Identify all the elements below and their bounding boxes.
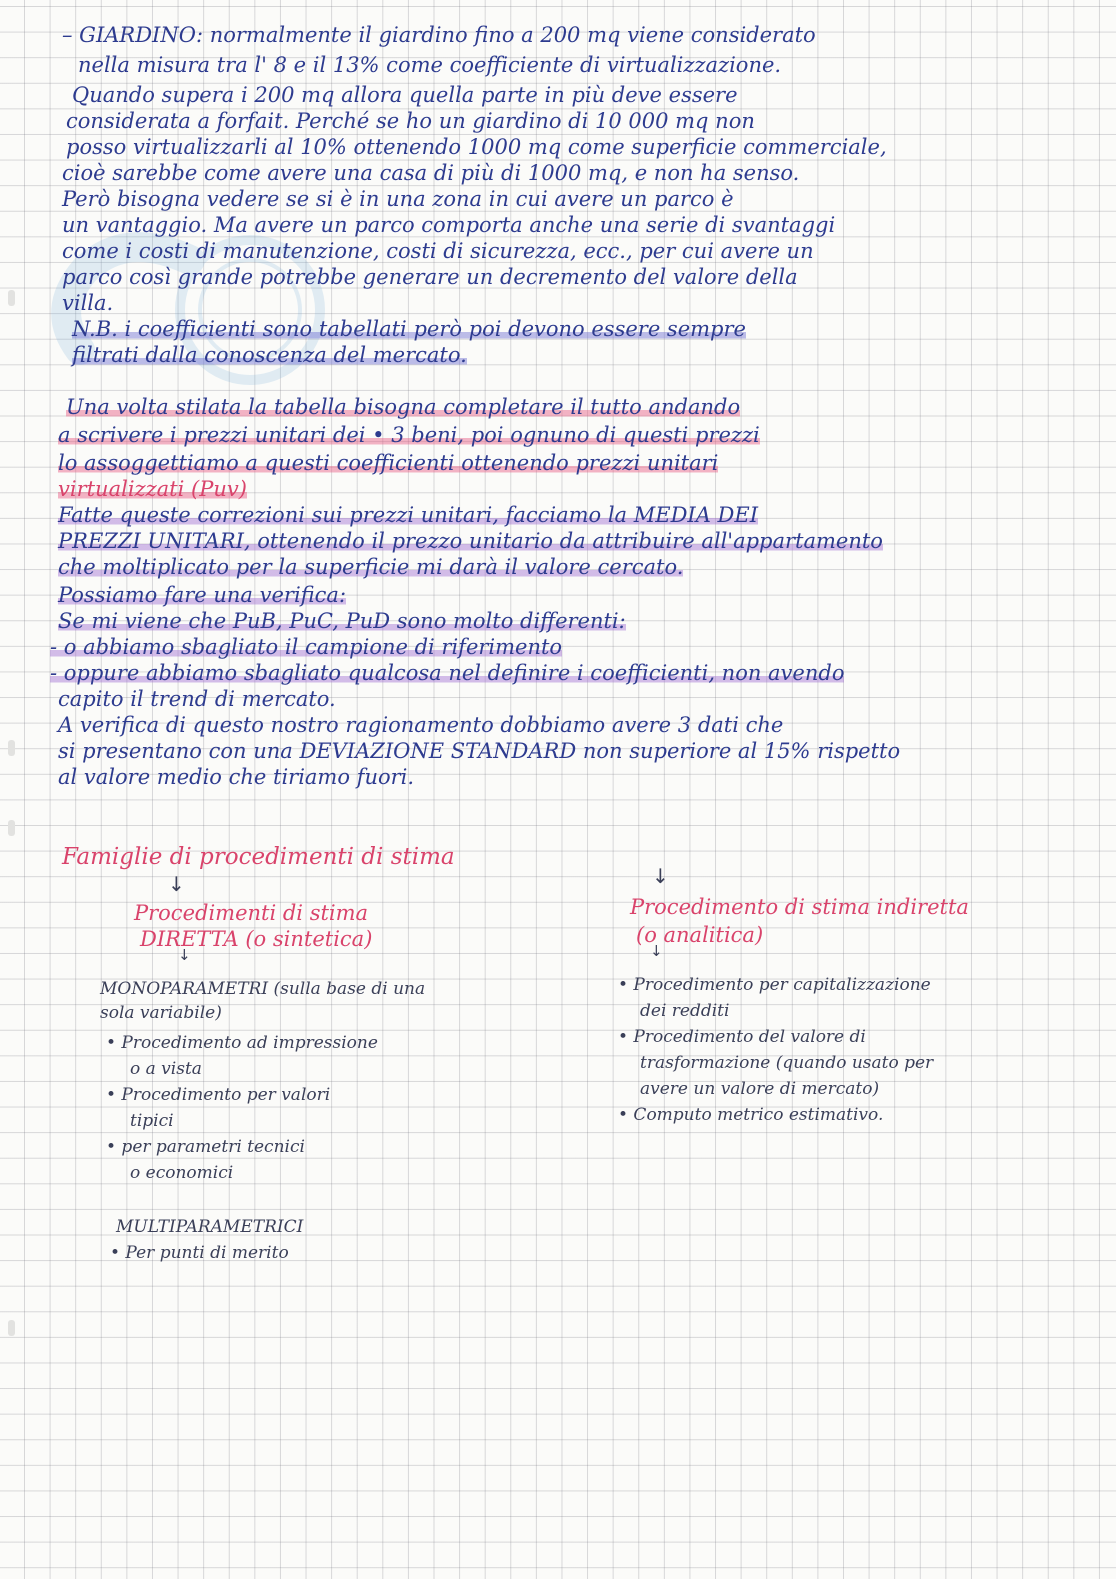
indirect-item: • Procedimento del valore di: [618, 1027, 866, 1047]
note-line-procedure: al valore medio che tiriamo fuori.: [58, 765, 415, 789]
note-line-procedure: - o abbiamo sbagliato il campione di riferimento: [50, 635, 563, 659]
note-line-garden: nella misura tra l' 8 e il 13% come coefficiente di virtualizzazione.: [78, 53, 782, 77]
direct-procedures-subtitle: DIRETTA (o sintetica): [140, 927, 373, 951]
indirect-item: trasformazione (quando usato per: [640, 1053, 934, 1073]
note-line-garden: un vantaggio. Ma avere un parco comporta anche una serie di svantaggi: [62, 213, 836, 237]
indirect-item: • Procedimento per capitalizzazione: [618, 975, 931, 995]
indirect-procedure-subtitle: (o analitica): [636, 923, 764, 947]
down-arrow-icon: ↓: [178, 946, 191, 964]
note-line-procedure: a scrivere i prezzi unitari dei • 3 beni, poi ognuno di questi prezzi: [58, 423, 760, 447]
direct-item: • per parametri tecnici: [106, 1137, 305, 1157]
direct-item: • Per punti di merito: [110, 1243, 289, 1263]
down-arrow-icon: ↓: [652, 864, 669, 888]
down-arrow-icon: ↓: [650, 942, 663, 960]
direct-item: • Procedimento per valori: [106, 1085, 331, 1105]
direct-item: o economici: [130, 1163, 234, 1183]
indirect-item: avere un valore di mercato): [640, 1079, 880, 1099]
note-line-garden: villa.: [62, 291, 114, 315]
binder-hole: [8, 290, 15, 306]
note-line-garden: come i costi di manutenzione, costi di sicurezza, ecc., per cui avere un: [62, 239, 814, 263]
monoparametric-heading: MONOPARAMETRI (sulla base di una: [100, 979, 426, 999]
note-line-garden: parco così grande potrebbe generare un decremento del valore della: [62, 265, 798, 289]
indirect-item: • Computo metrico estimativo.: [618, 1105, 884, 1125]
note-line-procedure: Se mi viene che PuB, PuC, PuD sono molto differenti:: [58, 609, 626, 633]
note-line-procedure: virtualizzati (Puv): [58, 477, 247, 501]
note-line-procedure: si presentano con una DEVIAZIONE STANDARD non superiore al 15% rispetto: [58, 739, 901, 763]
note-line-garden: considerata a forfait. Perché se ho un giardino di 10 000 mq non: [66, 109, 755, 133]
note-line-procedure: capito il trend di mercato.: [58, 687, 336, 711]
direct-item: tipici: [130, 1111, 174, 1131]
direct-item: • Procedimento ad impressione: [106, 1033, 378, 1053]
monoparametric-heading-cont: sola variabile): [100, 1003, 222, 1023]
note-line-nb: filtrati dalla conoscenza del mercato.: [72, 343, 467, 367]
note-line-procedure: lo assoggettiamo a questi coefficienti ottenendo prezzi unitari: [58, 451, 719, 475]
note-line-garden: posso virtualizzarli al 10% ottenendo 1000 mq come superficie commerciale,: [66, 135, 887, 159]
note-line-procedure: Una volta stilata la tabella bisogna completare il tutto andando: [66, 395, 741, 419]
families-title: Famiglie di procedimenti di stima: [62, 844, 455, 870]
note-line-procedure: PREZZI UNITARI, ottenendo il prezzo unitario da attribuire all'appartamento: [58, 529, 883, 553]
note-line-procedure: Possiamo fare una verifica:: [58, 583, 347, 607]
note-line-procedure: - oppure abbiamo sbagliato qualcosa nel definire i coefficienti, non avendo: [50, 661, 845, 685]
multiparametric-heading: MULTIPARAMETRICI: [116, 1217, 304, 1237]
binder-hole: [8, 740, 15, 756]
note-line-garden: cioè sarebbe come avere una casa di più di 1000 mq, e non ha senso.: [62, 161, 800, 185]
indirect-procedure-title: Procedimento di stima indiretta: [630, 895, 969, 919]
down-arrow-icon: ↓: [168, 872, 185, 896]
note-line-nb: N.B. i coefficienti sono tabellati però poi devono essere sempre: [72, 317, 746, 341]
direct-item: o a vista: [130, 1059, 202, 1079]
note-line-garden: – GIARDINO: normalmente il giardino fino a 200 mq viene considerato: [62, 23, 816, 47]
note-line-procedure: che moltiplicato per la superficie mi darà il valore cercato.: [58, 555, 684, 579]
binder-hole: [8, 1320, 15, 1336]
note-line-garden: Però bisogna vedere se si è in una zona in cui avere un parco è: [62, 187, 734, 211]
binder-hole: [8, 820, 15, 836]
direct-procedures-title: Procedimenti di stima: [134, 901, 369, 925]
note-line-procedure: A verifica di questo nostro ragionamento dobbiamo avere 3 dati che: [58, 713, 784, 737]
note-line-procedure: Fatte queste correzioni sui prezzi unitari, facciamo la MEDIA DEI: [58, 503, 759, 527]
indirect-item: dei redditi: [640, 1001, 730, 1021]
note-line-garden: Quando supera i 200 mq allora quella parte in più deve essere: [72, 83, 738, 107]
